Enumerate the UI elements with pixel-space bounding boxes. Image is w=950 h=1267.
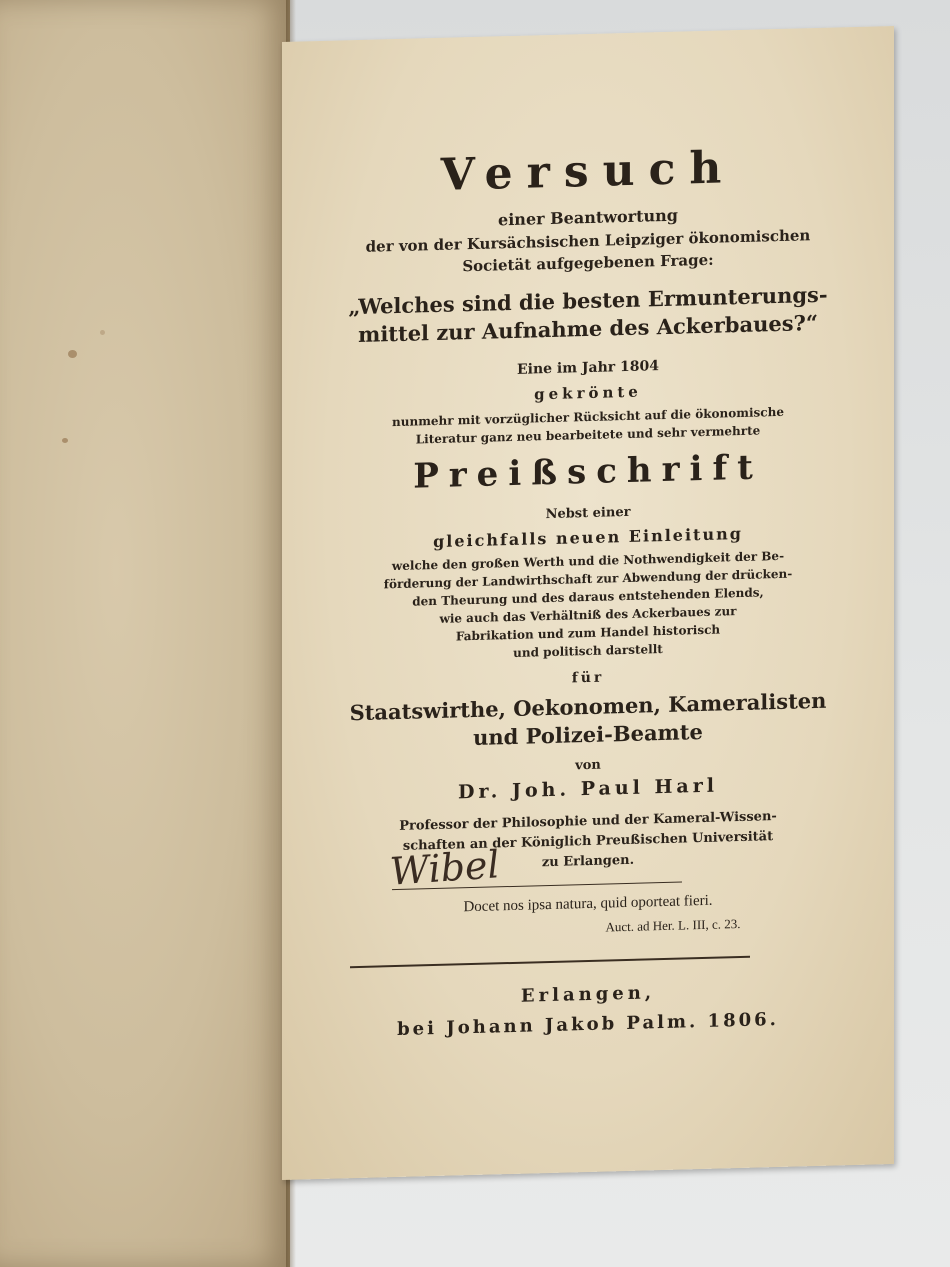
divider-rule bbox=[350, 956, 750, 968]
audience-line: Staatswirthe, Oekonomen, Kameralisten bbox=[349, 687, 827, 726]
subtitle-line: der von der Kursächsischen Leipziger ökonomischen bbox=[365, 226, 811, 256]
description-line: Fabrikation und zum Handel historisch bbox=[455, 622, 721, 644]
handwritten-signature: Wibel bbox=[388, 842, 501, 894]
left-page bbox=[0, 0, 290, 1267]
von-line: von bbox=[575, 757, 601, 774]
affiliation-line: Professor der Philosophie und der Kameral-Wissen- bbox=[399, 809, 777, 834]
title-page bbox=[282, 26, 894, 1180]
description-line: welche den großen Werth und die Nothwendigkeit der Be- bbox=[391, 548, 785, 574]
description-line: den Theurung und des daraus entstehenden Elends, bbox=[412, 585, 764, 609]
affiliation-line: schaften an der Königlich Preußischen Universität bbox=[402, 829, 774, 854]
subtitle-line: einer Beantwortung bbox=[498, 205, 678, 230]
foxing-spot bbox=[68, 350, 77, 358]
question-line: „Welches sind die besten Ermunterungs- bbox=[348, 281, 828, 320]
publisher-line: bei Johann Jakob Palm. 1806. bbox=[397, 1008, 779, 1040]
place-line: Erlangen, bbox=[520, 982, 656, 1007]
subtitle-line: Societät aufgegebenen Frage: bbox=[462, 250, 714, 276]
author-name: Dr. Joh. Paul Harl bbox=[458, 774, 718, 804]
foxing-spot bbox=[100, 330, 105, 335]
nebst-line: Nebst einer bbox=[545, 504, 631, 523]
description-line: förderung der Landwirthschaft zur Abwendung der drücken- bbox=[383, 566, 793, 592]
affiliation-line: zu Erlangen. bbox=[541, 852, 635, 871]
revised-line: Literatur ganz neu bearbeitete und sehr vermehrte bbox=[415, 423, 761, 447]
motto-source: Auct. ad Her. L. III, c. 23. bbox=[605, 915, 741, 935]
year-line: Eine im Jahr 1804 bbox=[516, 358, 660, 378]
question-line: mittel zur Aufnahme des Ackerbaues?“ bbox=[358, 309, 818, 348]
main-title: Preißschrift bbox=[413, 447, 763, 497]
audience-line: und Polizei-Beamte bbox=[473, 718, 703, 750]
description-line: wie auch das Verhältniß des Ackerbaues zur bbox=[439, 604, 737, 626]
revised-line: nunmehr mit vorzüglicher Rücksicht auf die ökonomische bbox=[392, 404, 784, 430]
intro-title: gleichfalls neuen Einleitung bbox=[433, 523, 743, 552]
description-line: und politisch darstellt bbox=[513, 642, 663, 660]
crowned-line: gekrönte bbox=[534, 382, 642, 404]
motto: Docet nos ipsa natura, quid oporteat fieri. bbox=[463, 892, 713, 916]
fuer-line: für bbox=[571, 669, 605, 687]
book-title: Versuch bbox=[440, 142, 736, 201]
foxing-spot bbox=[62, 438, 68, 443]
